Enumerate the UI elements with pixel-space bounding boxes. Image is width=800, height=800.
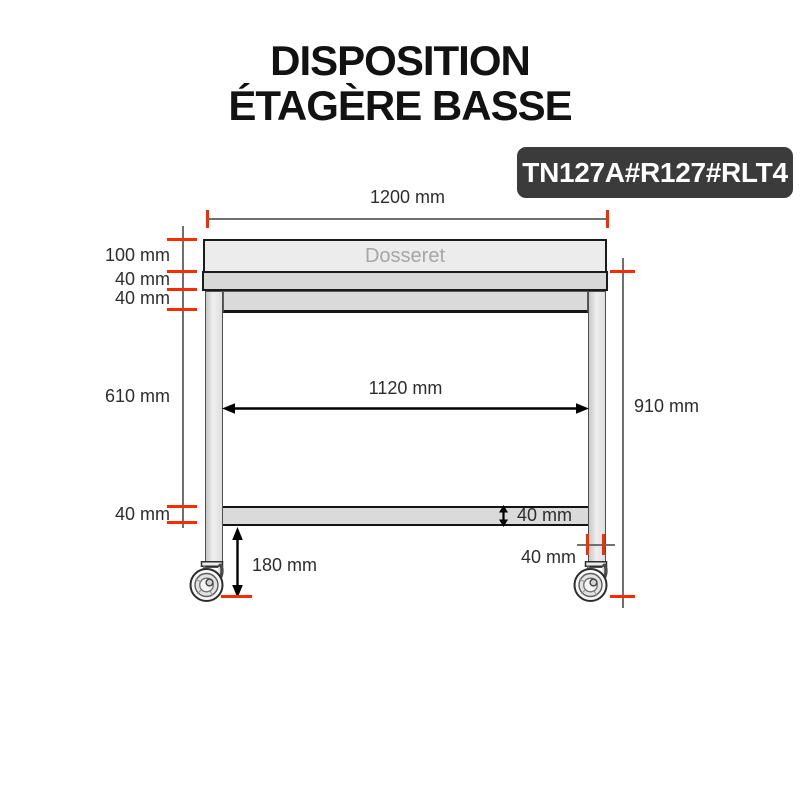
red-tick (167, 521, 197, 524)
dimension-rail-height: 40 mm (114, 288, 170, 308)
dimension-inner-width: 1120 mm (368, 378, 443, 398)
red-tick (167, 238, 197, 241)
product-code-badge: TN127A#R127#RLT4 (517, 147, 793, 198)
red-tick (610, 270, 635, 273)
title-line-1: DISPOSITION (270, 37, 530, 84)
dimension-total-width: 1200 mm (369, 187, 446, 207)
dimension-leg-width: 40 mm (520, 547, 576, 567)
dimension-line-right (622, 258, 624, 608)
red-tick (167, 270, 197, 273)
backsplash-panel (203, 239, 607, 273)
red-tick (167, 505, 197, 508)
left-leg (205, 291, 223, 568)
ground-red-tick (221, 595, 252, 598)
dimension-clearance-height: 610 mm (104, 386, 170, 406)
right-leg (588, 291, 606, 568)
leg-width-line (577, 544, 615, 546)
red-tick (610, 595, 635, 598)
dimension-line-total-width (207, 218, 608, 220)
dimension-shelf-thickness-left: 40 mm (114, 504, 170, 524)
title-line-2: ÉTAGÈRE BASSE (228, 82, 572, 129)
red-tick (167, 308, 197, 311)
dimension-overall-height: 910 mm (634, 396, 700, 416)
inner-width-arrow (222, 400, 589, 417)
ground-clearance-arrow (229, 527, 246, 598)
shelf-thickness-arrow (497, 505, 510, 527)
dimension-shelf-thickness: 40 mm (517, 505, 573, 525)
under-worktop-rail (223, 291, 588, 313)
dimension-backsplash-height: 100 mm (104, 245, 170, 265)
red-tick (602, 534, 605, 555)
red-tick (586, 534, 589, 555)
worktop (202, 271, 608, 291)
red-tick (167, 288, 197, 291)
red-tick (206, 210, 209, 228)
dimension-worktop-thickness: 40 mm (114, 269, 170, 289)
red-tick (606, 210, 609, 228)
dimension-ground-clearance: 180 mm (252, 555, 318, 575)
dosseret-label: Dosseret (364, 245, 446, 267)
